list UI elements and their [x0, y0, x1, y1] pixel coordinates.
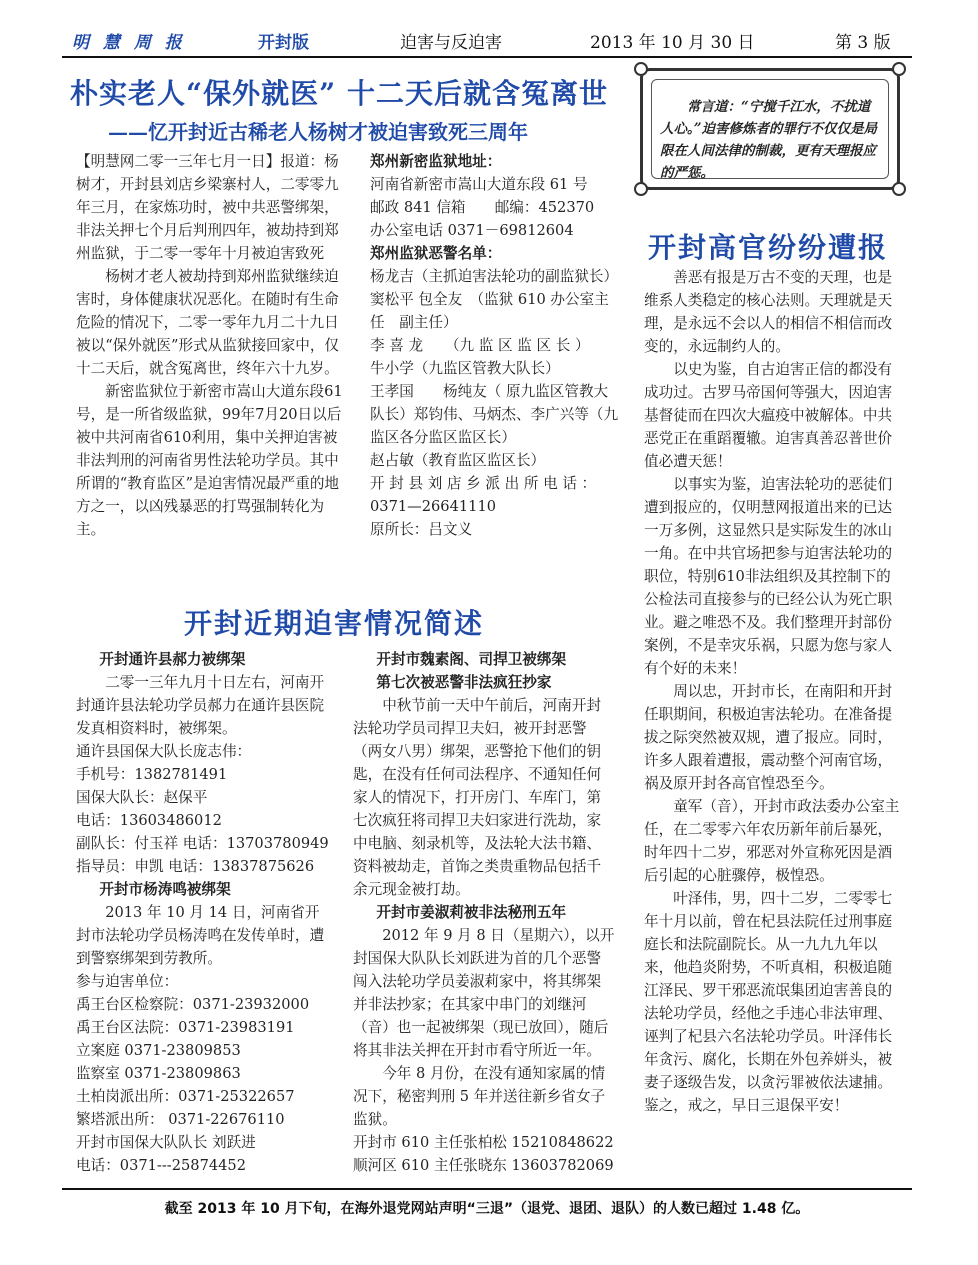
info-line: 参与迫害单位：	[76, 973, 179, 990]
corner-ornament	[634, 182, 648, 196]
page-number: 第 3 版	[835, 33, 891, 53]
info-line: 土柏岗派出所：0371-25322657	[76, 1088, 295, 1105]
info-line: 手机号：1382781491	[76, 766, 228, 783]
info-line: 繁塔派出所： 0371-22676110	[76, 1111, 285, 1128]
paragraph: 今年 8 月份，在没有通知家属的情况下，秘密判刑 5 年并送往新乡省女子监狱。	[353, 1065, 606, 1128]
info-line: 开 封 县 刘 店 乡 派 出 所 电 话 ：0371—26641110	[370, 475, 597, 515]
paper-name: 明 慧 周 报	[72, 33, 186, 53]
article2-left-column	[76, 648, 332, 1177]
header-divider	[62, 56, 912, 58]
paragraph: 【明慧网二零一三年七月一日】报道：杨树才，开封县刘店乡梁寨村人，二零零九年三月，在家炼功时，被中共恶警绑架，非法关押七个月后判刑四年，被劫持到郑州监狱，于二零一零年十月被迫害致死	[76, 153, 339, 262]
info-line: 开封市 610 主任张柏松 15210848622	[353, 1134, 614, 1151]
paragraph: 2012 年 9 月 8 日（星期六），以开封国保大队队长刘跃进为首的几个恶警闯入法轮功学员姜淑莉家中，将其绑架并非法抄家；在其家中串门的刘继河（音）也一起被绑架（现已放回），随后将其非法关押在开封市看守所近一年。	[353, 927, 615, 1059]
paragraph: 中秋节前一天中午前后，河南开封法轮功学员司捍卫夫妇，被开封恶警（两女八男）绑架，恶警抢下他们的钥匙，在没有任何司法程序、不通知任何家人的情况下，打开房门、车库门，第七次疯狂将司捍卫夫妇家进行洗劫，家中电脑、刻录机等，及法轮大法书籍、资料被劫走，首饰之类贵重物品包括千余元现金被打劫。	[353, 697, 602, 898]
paragraph: 以史为鉴，自古迫害正信的都没有成功过。古罗马帝国何等强大，因迫害基督徒而在四次大瘟疫中被解体。中共恶党正在重蹈覆辙。迫害真善忍普世价值必遭天惩！	[644, 361, 893, 470]
edition-label: 开封版	[258, 33, 309, 53]
info-line: 禹王台区检察院：0371-23932000	[76, 996, 310, 1013]
article2-right-column	[353, 648, 615, 1177]
paragraph: 杨树才老人被劫持到郑州监狱继续迫害时，身体健康状况恶化。在随时有生命危险的情况下，二零一零年九月二十九日被以“保外就医”形式从监狱接回家中，仅十二天后，就含冤离世，终年六十九岁。	[76, 268, 340, 377]
footer-notice: 截至 2013 年 10 月下旬，在海外退党网站声明“三退”（退党、退团、退队）的人数已超过 1.48 亿。	[164, 1201, 810, 1217]
article2-title: 开封近期迫害情况简述	[184, 607, 485, 640]
issue-date: 2013 年 10 月 30 日	[590, 33, 755, 53]
sub-heading: 开封通许县郝力被绑架	[99, 651, 246, 668]
sub-heading: 第七次被恶警非法疯狂抄家	[376, 674, 552, 691]
paragraph: 新密监狱位于新密市嵩山大道东段61号，是一所省级监狱，99年7月20日以后被中共河南省610利用，集中关押迫害被非法判刑的河南省男性法轮功学员。其中所谓的“教育监区”是迫害情况最严重的地方之一，以凶残暴恶的打骂强制转化为主。	[76, 383, 343, 538]
info-line: 禹王台区法院：0371-23983191	[76, 1019, 295, 1036]
section-heading: 郑州监狱恶警名单：	[370, 245, 502, 262]
info-line: 河南省新密市嵩山大道东段 61 号	[370, 176, 588, 193]
info-line: 赵占敏（教育监区监区长）	[370, 452, 546, 469]
paragraph: 二零一三年九月十日左右，河南开封通许县法轮功学员郝力在通许县医院发真相资料时，被绑架。	[76, 674, 325, 737]
sub-heading: 开封市姜淑莉被非法秘刑五年	[376, 904, 567, 921]
info-line: 李 喜 龙 （九 监 区 监 区 长 ）	[370, 337, 590, 354]
info-line: 指导员：申凯 电话：13837875626	[76, 858, 315, 875]
info-line: 电话：0371---25874452	[76, 1157, 246, 1174]
info-line: 窦松平 包全友 （监狱 610 办公室主任 副主任）	[370, 291, 609, 331]
article1-subtitle: ——忆开封近古稀老人杨树才被迫害致死三周年	[108, 120, 528, 144]
section-label: 迫害与反迫害	[400, 33, 502, 53]
sub-heading: 开封市魏素阁、司捍卫被绑架	[376, 651, 567, 668]
article3-title: 开封高官纷纷遭报	[648, 231, 889, 264]
info-line: 牛小学（九监区管教大队长）	[370, 360, 560, 377]
info-line: 电话：13603486012	[76, 812, 222, 829]
article1-title: 朴实老人“保外就医” 十二天后就含冤离世	[70, 77, 608, 110]
info-line: 国保大队长：赵保平	[76, 789, 208, 806]
sub-heading: 开封市杨涛鸣被绑架	[99, 881, 231, 898]
paragraph: 善恶有报是万古不变的天理，也是维系人类稳定的核心法则。天理就是天理，是永远不会以人的相信不相信而改变的，永远制约人的。	[644, 269, 893, 355]
paragraph: 叶泽伟，男，四十二岁，二零零七年十月以前，曾在杞县法院任过刑事庭庭长和法院副院长。从一九九九年以来，他趋炎附势，不听真相，积极追随江泽民、罗干邪恶流氓集团迫害善良的法轮功学员，经他之手违心非法审理、诬判了杞县六名法轮功学员。叶泽伟长年贪污、腐化，长期在外包养姘头，被妻子逐级告发，以贪污罪被依法逮捕。鉴之，戒之，早日三退保平安！	[644, 890, 893, 1114]
paragraph: 童军（音），开封市政法委办公室主任，在二零零六年农历新年前后暴死，时年四十二岁，邪恶对外宣称死因是酒后引起的心脏骤停，极惶恐。	[644, 798, 900, 884]
paragraph: 2013 年 10 月 14 日，河南省开封市法轮功学员杨涛鸣在发传单时，遭到警察绑架到劳教所。	[76, 904, 325, 967]
corner-ornament	[892, 182, 906, 196]
info-line: 原所长：吕文义	[370, 521, 473, 538]
info-line: 杨龙吉（主抓迫害法轮功的副监狱长）	[370, 268, 619, 285]
info-line: 办公室电话 0371－69812604	[370, 222, 574, 239]
article1-right-column	[370, 150, 622, 541]
corner-ornament	[892, 62, 906, 76]
paragraph: 以事实为鉴，迫害法轮功的恶徒们遭到报应的，仅明慧网报道出来的已达一万多例，这显然只是实际发生的冰山一角。在中共官场把参与迫害法轮功的职位，特别610非法组织及其控制下的公检法司直接参与的已经公认为死亡职业。避之唯恐不及。我们整理开封部份案例，不是幸灾乐祸，只愿为您与家人有个好的未来！	[644, 476, 893, 677]
info-line: 监察室 0371-23809863	[76, 1065, 241, 1082]
info-line: 立案庭 0371-23809853	[76, 1042, 241, 1059]
article3-body	[644, 266, 900, 1117]
quote-box	[640, 68, 900, 190]
info-line: 通许县国保大队长庞志伟：	[76, 743, 252, 760]
info-line: 顺河区 610 主任张晓东 13603782069	[353, 1157, 614, 1174]
quote-text: 常言道：“宁搅千江水，不扰道人心。”迫害修炼者的罪行不仅仅是局限在人间法律的制裁，更有天理报应的严惩。	[651, 79, 889, 179]
footer-divider	[62, 1188, 912, 1190]
info-line: 邮政 841 信箱 邮编：452370	[370, 199, 595, 216]
article1-left-column	[76, 150, 346, 541]
info-line: 王孝国 杨纯友（ 原九监区管教大队长）郑钧伟、马炳杰、李广兴等（九监区各分监区监区长）	[370, 383, 619, 446]
info-line: 开封市国保大队队长 刘跃进	[76, 1134, 256, 1151]
section-heading: 郑州新密监狱地址：	[370, 153, 502, 170]
paragraph: 周以忠，开封市长，在南阳和开封任职期间，积极迫害法轮功。在准备提拔之际突然被双规，遭了报应。同时，许多人跟着遭报，震动整个河南官场，祸及原开封各高官惶恐至今。	[644, 683, 893, 792]
corner-ornament	[634, 62, 648, 76]
info-line: 副队长：付玉祥 电话：13703780949	[76, 835, 329, 852]
